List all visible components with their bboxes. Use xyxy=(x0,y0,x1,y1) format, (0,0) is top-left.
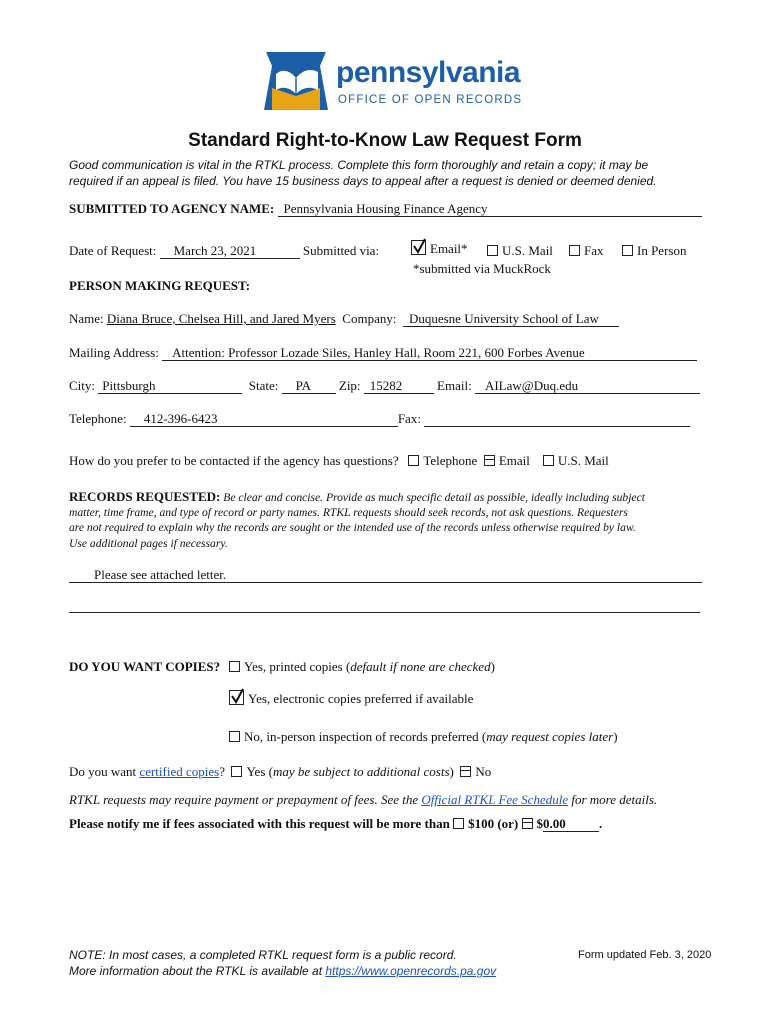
date-field[interactable]: March 23, 2021 xyxy=(160,244,300,259)
fees-note: RTKL requests may require payment or prepayment of fees. See the Official RTKL Fee Schedule for more details. xyxy=(69,792,658,807)
notify-100-checkbox[interactable] xyxy=(453,818,464,829)
page-title: Standard Right-to-Know Law Request Form xyxy=(188,130,582,151)
agency-field[interactable]: Pennsylvania Housing Finance Agency xyxy=(278,202,702,217)
inperson-inspection-checkbox[interactable] xyxy=(229,731,240,742)
via-email-label: Email* xyxy=(430,241,468,256)
inperson-checkbox[interactable] xyxy=(622,245,633,256)
keystone-book-icon xyxy=(262,48,330,114)
intro-line-1: Good communication is vital in the RTKL process. Complete this form thoroughly and retain a copy; it may be xyxy=(69,158,649,172)
telephone-field[interactable]: 412-396-6423 xyxy=(130,412,398,427)
company-field[interactable]: Duquesne University School of Law xyxy=(403,312,619,327)
contact-telephone-checkbox[interactable] xyxy=(408,455,419,466)
notify-custom-checkbox[interactable] xyxy=(522,818,533,829)
email-checkbox-checked[interactable] xyxy=(411,240,426,255)
name-field[interactable]: Diana Bruce, Chelsea Hill, and Jared Myers xyxy=(106,311,336,326)
certified-yes-checkbox[interactable] xyxy=(231,766,242,777)
copies-printed: Yes, printed copies (default if none are checked) xyxy=(229,659,495,675)
certified-copies-link[interactable]: certified copies xyxy=(139,764,220,779)
name-row: Name: Diana Bruce, Chelsea Hill, and Jared Myers Company: Duquesne University School of Law xyxy=(69,311,619,327)
via-note: *submitted via MuckRock xyxy=(413,261,551,276)
contact-email-checkbox[interactable] xyxy=(484,455,495,466)
submitted-via-options xyxy=(411,240,468,257)
footer-note-1: NOTE: In most cases, a completed RTKL request form is a public record. xyxy=(69,948,457,962)
copies-electronic: Yes, electronic copies preferred if available xyxy=(229,690,473,707)
usmail-checkbox[interactable] xyxy=(487,245,498,256)
certified-row: Do you want certified copies? Yes (may be subject to additional costs) No xyxy=(69,764,492,779)
via-usmail: U.S. Mail xyxy=(487,243,553,259)
email-field[interactable]: AILaw@Duq.edu xyxy=(475,379,700,394)
state-field[interactable]: PA xyxy=(282,379,336,394)
contact-usmail-checkbox[interactable] xyxy=(543,455,554,466)
fax-checkbox[interactable] xyxy=(569,245,580,256)
logo-subtitle: OFFICE OF OPEN RECORDS xyxy=(338,94,523,106)
certified-no-checkbox[interactable] xyxy=(460,766,471,777)
copies-row xyxy=(69,659,220,675)
mailing-row: Mailing Address: Attention: Professor Lozade Siles, Hanley Hall, Room 221, 600 Forbes Avenue xyxy=(69,345,697,361)
notify-row: Please notify me if fees associated with this request will be more than $100 (or) $0.00 . xyxy=(69,816,603,831)
openrecords-link[interactable]: https://www.openrecords.pa.gov xyxy=(325,964,497,978)
city-row: City: Pittsburgh State: PA Zip: 15282 Email: AILaw@Duq.edu xyxy=(69,378,700,394)
zip-field[interactable]: 15282 xyxy=(364,379,434,394)
records-label: RECORDS REQUESTED: xyxy=(69,489,221,504)
person-heading: PERSON MAKING REQUEST: xyxy=(69,278,251,293)
electronic-copies-checkbox-checked[interactable] xyxy=(229,690,244,705)
records-instructions: RECORDS REQUESTED: Be clear and concise. Provide as much specific detail as possible, ideally including subject matter, time frame, and type of record or party names. RTKL requests should seek records, not ask questions. Requesters are not required to explain why the records are sought or the intended use of the records unless otherwise required by law. Use additional pages if necessary. xyxy=(69,489,645,550)
agency-row xyxy=(69,201,702,217)
city-field[interactable]: Pittsburgh xyxy=(98,379,242,394)
logo xyxy=(262,48,522,116)
records-field[interactable]: Please see attached letter. xyxy=(69,567,702,583)
via-inperson: In Person xyxy=(622,243,686,259)
intro-line-2: required if an appeal is filed. You have 15 business days to appeal after a request is denied or deemed denied. xyxy=(69,174,657,188)
notify-amount-field[interactable]: 0.00 xyxy=(543,817,599,832)
fee-schedule-link[interactable]: Official RTKL Fee Schedule xyxy=(421,792,569,807)
footer-note-2: More information about the RTKL is available at https://www.openrecords.pa.gov xyxy=(69,964,497,978)
logo-wordmark: pennsylvania xyxy=(336,56,521,89)
date-label: Date of Request: xyxy=(69,243,157,258)
form-updated: Form updated Feb. 3, 2020 xyxy=(578,949,712,961)
via-fax: Fax xyxy=(569,243,604,259)
contact-pref-row: How do you prefer to be contacted if the agency has questions? Telephone Email U.S. Mail xyxy=(69,453,609,468)
submitted-via-label: Submitted via: xyxy=(302,243,380,258)
copies-inperson: No, in-person inspection of records preferred (may request copies later) xyxy=(229,729,618,745)
agency-label: SUBMITTED TO AGENCY NAME: xyxy=(69,201,275,216)
records-field-line-2[interactable] xyxy=(69,612,700,613)
telephone-row: Telephone: 412-396-6423 Fax: xyxy=(69,411,690,427)
date-row xyxy=(69,243,379,259)
printed-copies-checkbox[interactable] xyxy=(229,661,240,672)
copies-label: DO YOU WANT COPIES? xyxy=(69,659,221,674)
mailing-field[interactable]: Attention: Professor Lozade Siles, Hanley Hall, Room 221, 600 Forbes Avenue xyxy=(162,346,697,361)
fax-field[interactable] xyxy=(424,412,690,427)
